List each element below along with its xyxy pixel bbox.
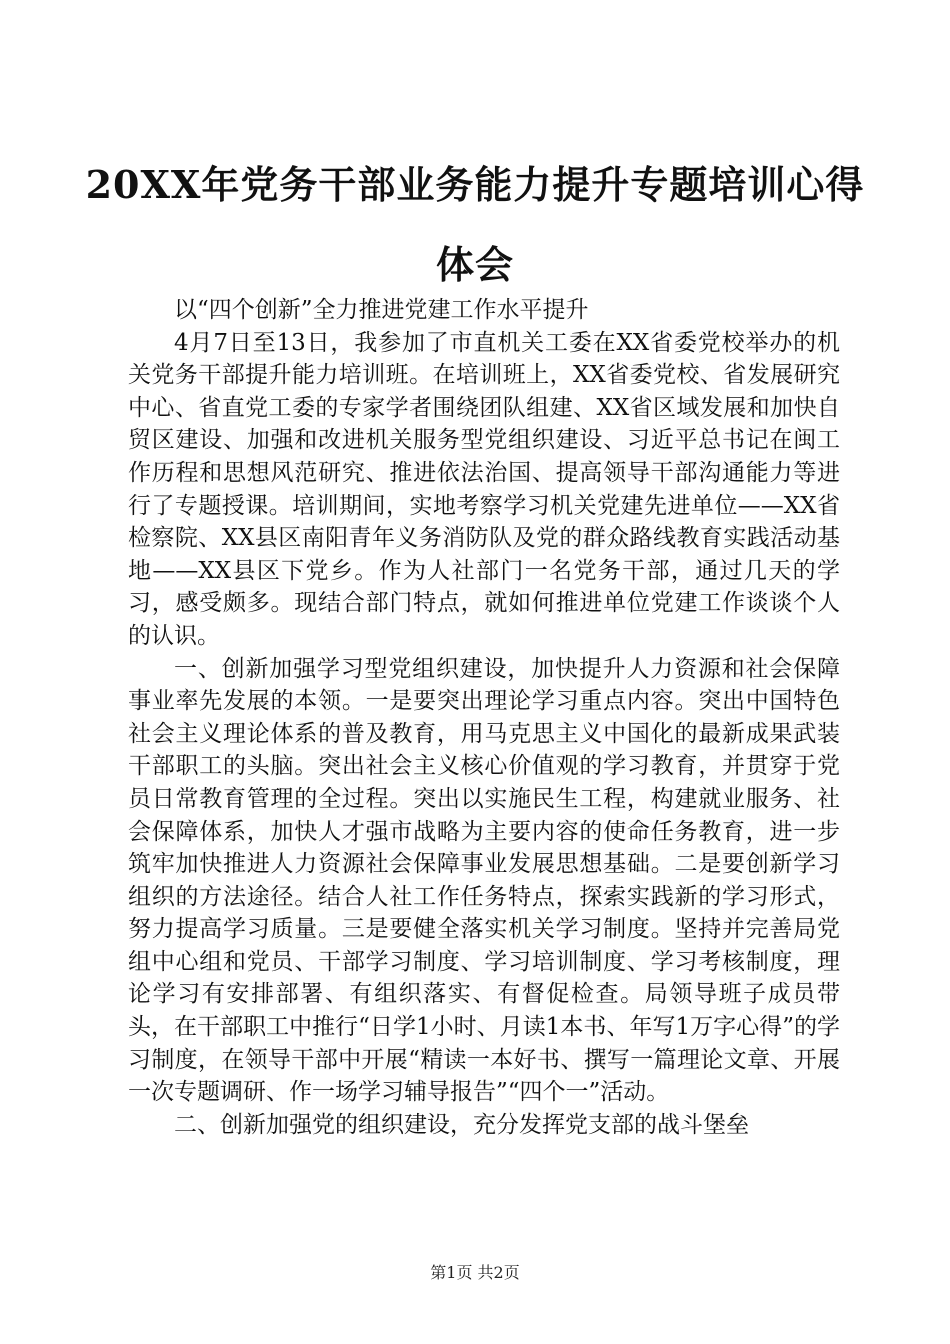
paragraph-section-two: 二、创新加强党的组织建设，充分发挥党支部的战斗堡垒	[174, 1111, 749, 1138]
paragraph-section-one: 一、创新加强学习型党组织建设，加快提升人力资源和社会保障事业率先发展的本领。一是要突出理论学习重点内容。突出中国特色社会主义理论体系的普及教育，用马克思主义中国化的最新成果武装干部职工的头脑。突出社会主义核心价值观的学习教育，并贯穿于党员日常教育管理的全过程。突出以实施民生工程，构建就业服务、社会保障体系，加快人才强市战略为主要内容的使命任务教育，进一步筑牢加快推进人力资源社会保障事业发展思想基础。二是要创新学习组织的方法途径。结合人社工作任务特点，探索实践新的学习形式，努力提高学习质量。三是要健全落实机关学习制度。坚持并完善局党组中心组和党员、干部学习制度、学习培训制度、学习考核制度，理论学习有安排部署、有组织落实、有督促检查。局领导班子成员带头，在干部职工中推行“日学1小时、月读1本书、年写1万字心得”的学习制度，在领导干部中开展“精读一本好书、撰写一篇理论文章、开展一次专题调研、作一场学习辅导报告”“四个一”活动。	[128, 655, 840, 1106]
page-number-footer: 第1页 共2页	[430, 1263, 520, 1282]
paragraph-intro: 4月7日至13日，我参加了市直机关工委在XX省委党校举办的机关党务干部提升能力培训班。在培训班上，XX省委党校、省发展研究中心、省直党工委的专家学者围绕团队组建、XX省区域发展和加快自贸区建设、加强和改进机关服务型党组织建设、习近平总书记在闽工作历程和思想风范研究、推进依法治国、提高领导干部沟通能力等进行了专题授课。培训期间，实地考察学习机关党建先进单位——XX省检察院、XX县区南阳青年义务消防队及党的群众路线教育实践活动基地——XX县区下党乡。作为人社部门一名党务干部，通过几天的学习，感受颇多。现结合部门特点，就如何推进单位党建工作谈谈个人的认识。	[128, 329, 840, 649]
document-title-line-2: 体会	[435, 242, 514, 287]
document-body	[128, 294, 840, 1141]
document-title-line-1: 20XX年党务干部业务能力提升专题培训心得	[85, 162, 865, 207]
document-subtitle: 以“四个创新”全力推进党建工作水平提升	[174, 297, 589, 323]
